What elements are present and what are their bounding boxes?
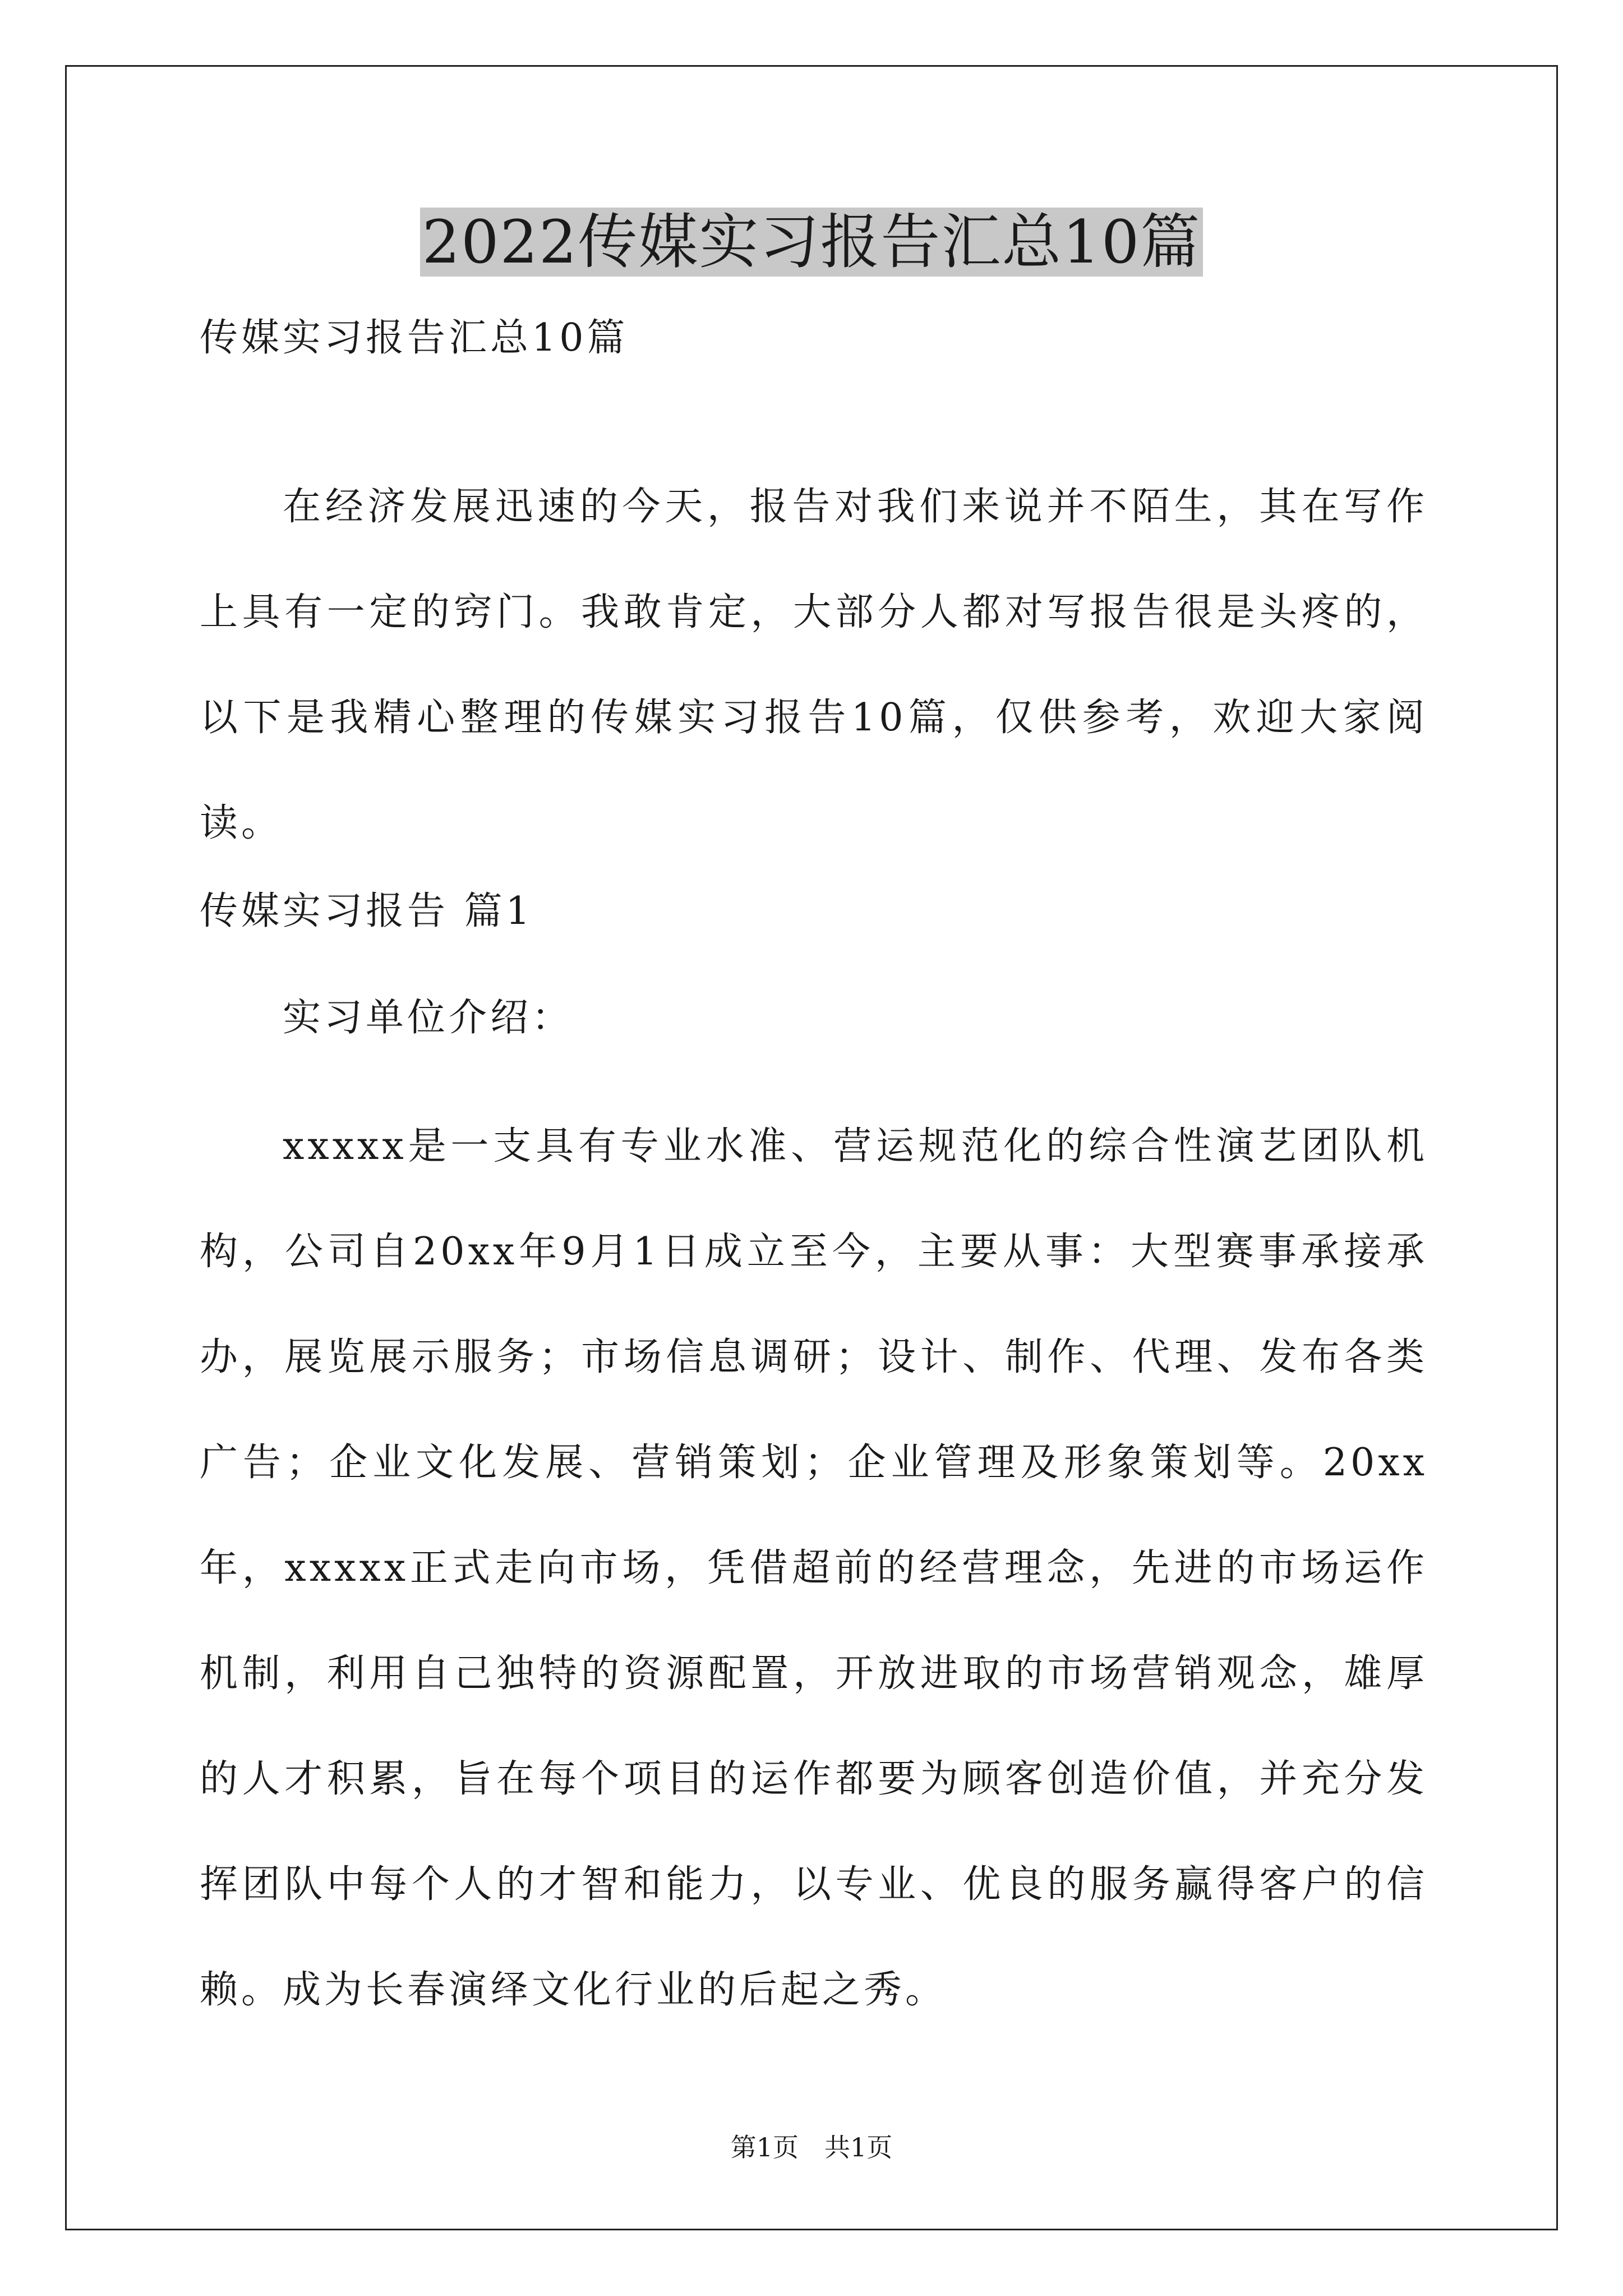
body-paragraph: xxxxx是一支具有专业水准、营运规范化的综合性演艺团队机构，公司自20xx年9月1日成立至今，主要从事：大型赛事承接承办，展览展示服务；市场信息调研；设计、制作、代理、发布各类广告；企业文化发展、营销策划；企业管理及形象策划等。20xx年，xxxxx正式走向市场，凭借超前的经营理念，先进的市场运作机制，利用自己独特的资源配置，开放进取的市场营销观念，雄厚的人才积累，旨在每个项目的运作都要为顾客创造价值，并充分发挥团队中每个人的才智和能力，以专业、优良的服务赢得客户的信赖。成为长春演绎文化行业的后起之秀。 xyxy=(200,1124,1428,2012)
unit-intro-label: 实习单位介绍： xyxy=(283,996,574,1040)
page-number: 第1页 xyxy=(730,2132,799,2162)
document-subtitle: 传媒实习报告汇总10篇 xyxy=(200,316,629,360)
page-total: 共1页 xyxy=(824,2132,893,2162)
page-footer xyxy=(0,2131,1623,2164)
intro-paragraph: 在经济发展迅速的今天，报告对我们来说并不陌生，其在写作上具有一定的窍门。我敢肯定，大部分人都对写报告很是头疼的，以下是我精心整理的传媒实习报告10篇，仅供参考，欢迎大家阅读。 xyxy=(200,485,1428,845)
section-heading: 传媒实习报告 篇1 xyxy=(200,889,533,933)
document-title-text: 2022传媒实习报告汇总10篇 xyxy=(420,208,1204,277)
document-title xyxy=(0,203,1623,282)
